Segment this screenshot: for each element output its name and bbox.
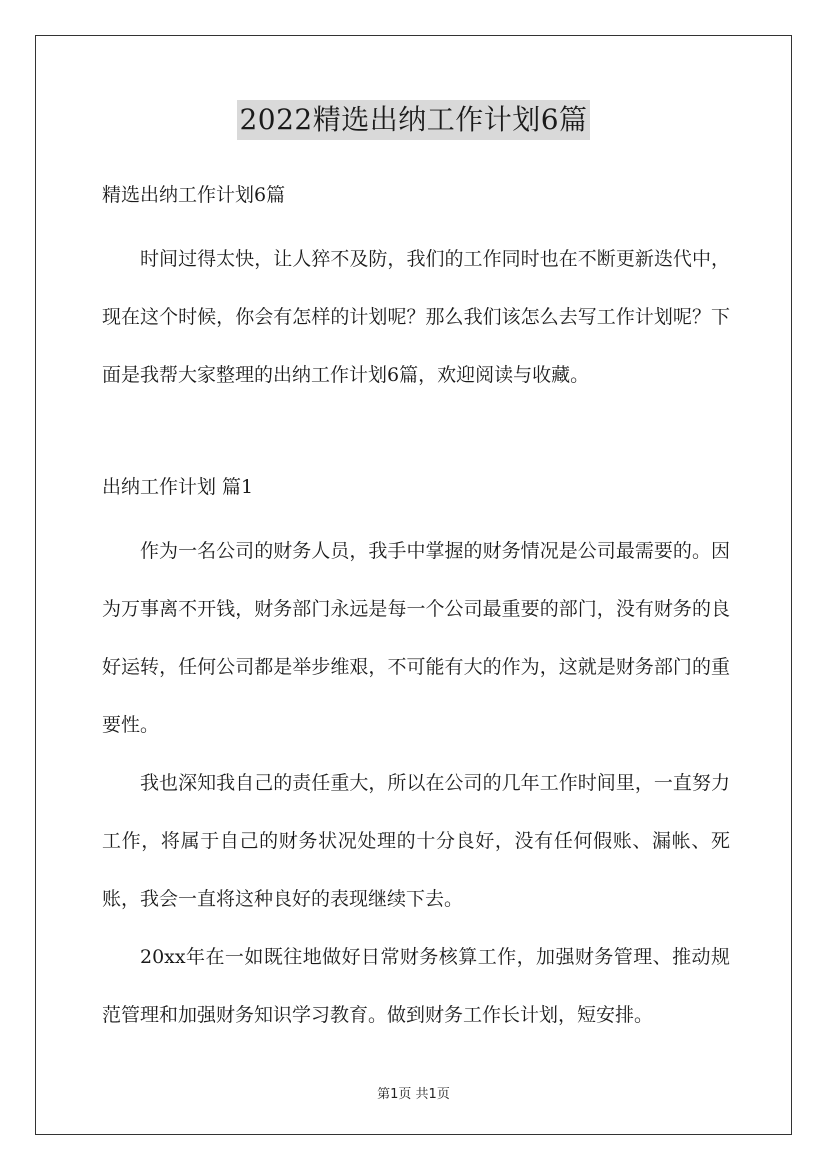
title-container (0, 100, 827, 140)
document-subtitle: 精选出纳工作计划6篇 (102, 184, 286, 206)
intro-paragraph: 时间过得太快，让人猝不及防，我们的工作同时也在不断更新迭代中，现在这个时候，你会有怎样的计划呢？那么我们该怎么去写工作计划呢？下面是我帮大家整理的出纳工作计划6篇，欢迎阅读与收藏。 (102, 248, 730, 386)
body-paragraph: 20xx年在一如既往地做好日常财务核算工作，加强财务管理、推动规范管理和加强财务知识学习教育。做到财务工作长计划，短安排。 (102, 946, 730, 1026)
page-footer (0, 1083, 827, 1102)
body-paragraph: 我也深知我自己的责任重大，所以在公司的几年工作时间里，一直努力工作，将属于自己的财务状况处理的十分良好，没有任何假账、漏帐、死账，我会一直将这种良好的表现继续下去。 (102, 772, 730, 910)
document-body (102, 172, 730, 1044)
section-heading: 出纳工作计划 篇1 (102, 476, 254, 498)
document-title: 2022精选出纳工作计划6篇 (237, 100, 589, 140)
body-paragraph: 作为一名公司的财务人员，我手中掌握的财务情况是公司最需要的。因为万事离不开钱，财务部门永远是每一个公司最重要的部门，没有财务的良好运转，任何公司都是举步维艰，不可能有大的作为，这就是财务部门的重要性。 (102, 540, 730, 736)
page-number-label: 第1页 共1页 (377, 1087, 450, 1102)
